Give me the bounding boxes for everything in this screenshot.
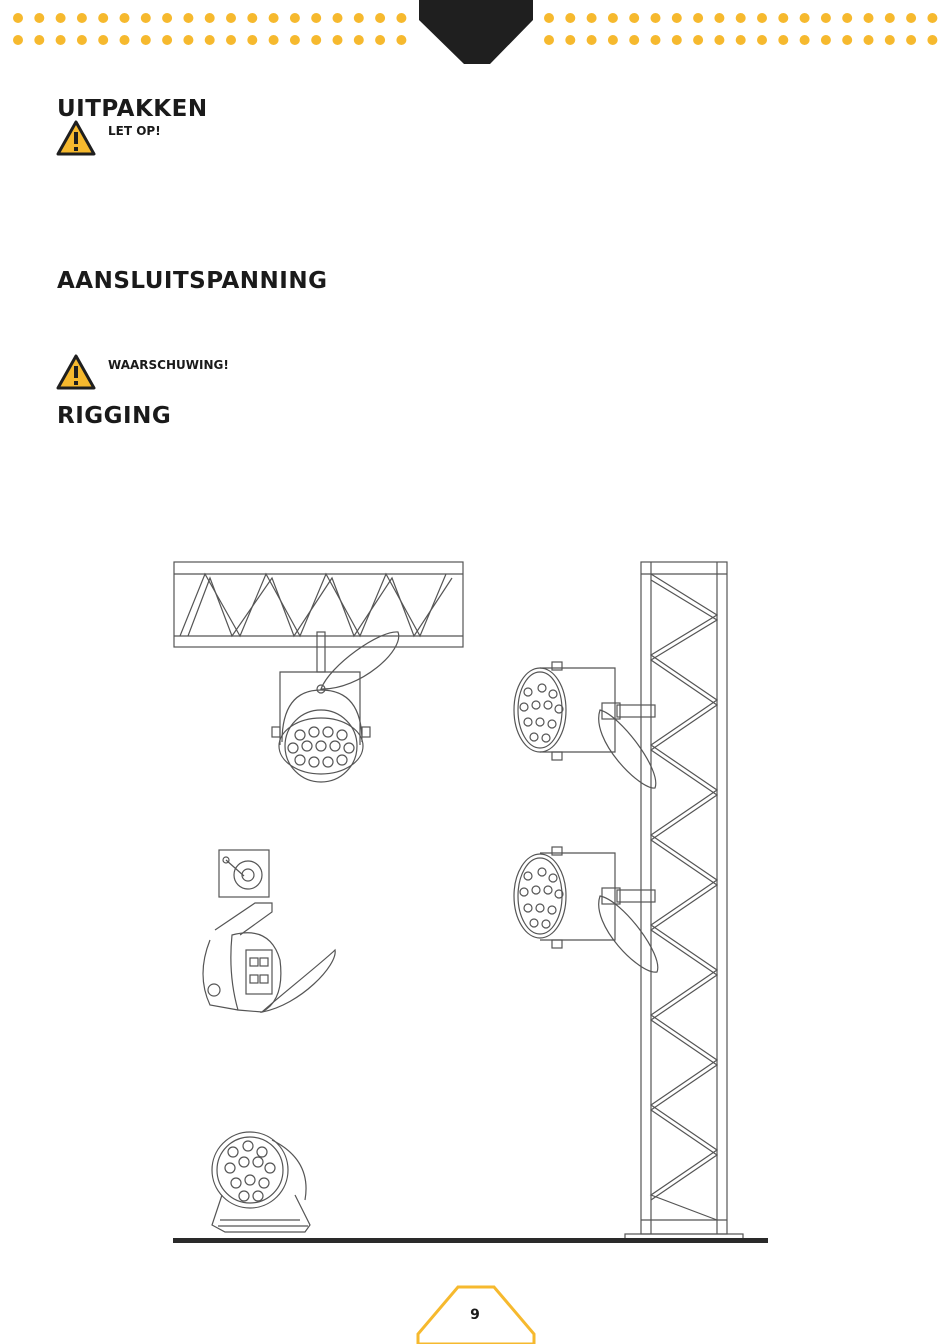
warning-label: WAARSCHUWING! xyxy=(108,358,229,372)
section-title-rigging: RIGGING xyxy=(57,403,172,429)
section-title-unpacking: UITPAKKEN xyxy=(57,96,208,122)
caution-label: LET OP! xyxy=(108,124,161,138)
page-number: 9 xyxy=(470,1307,480,1323)
section-title-voltage: AANSLUITSPANNING xyxy=(57,268,328,294)
